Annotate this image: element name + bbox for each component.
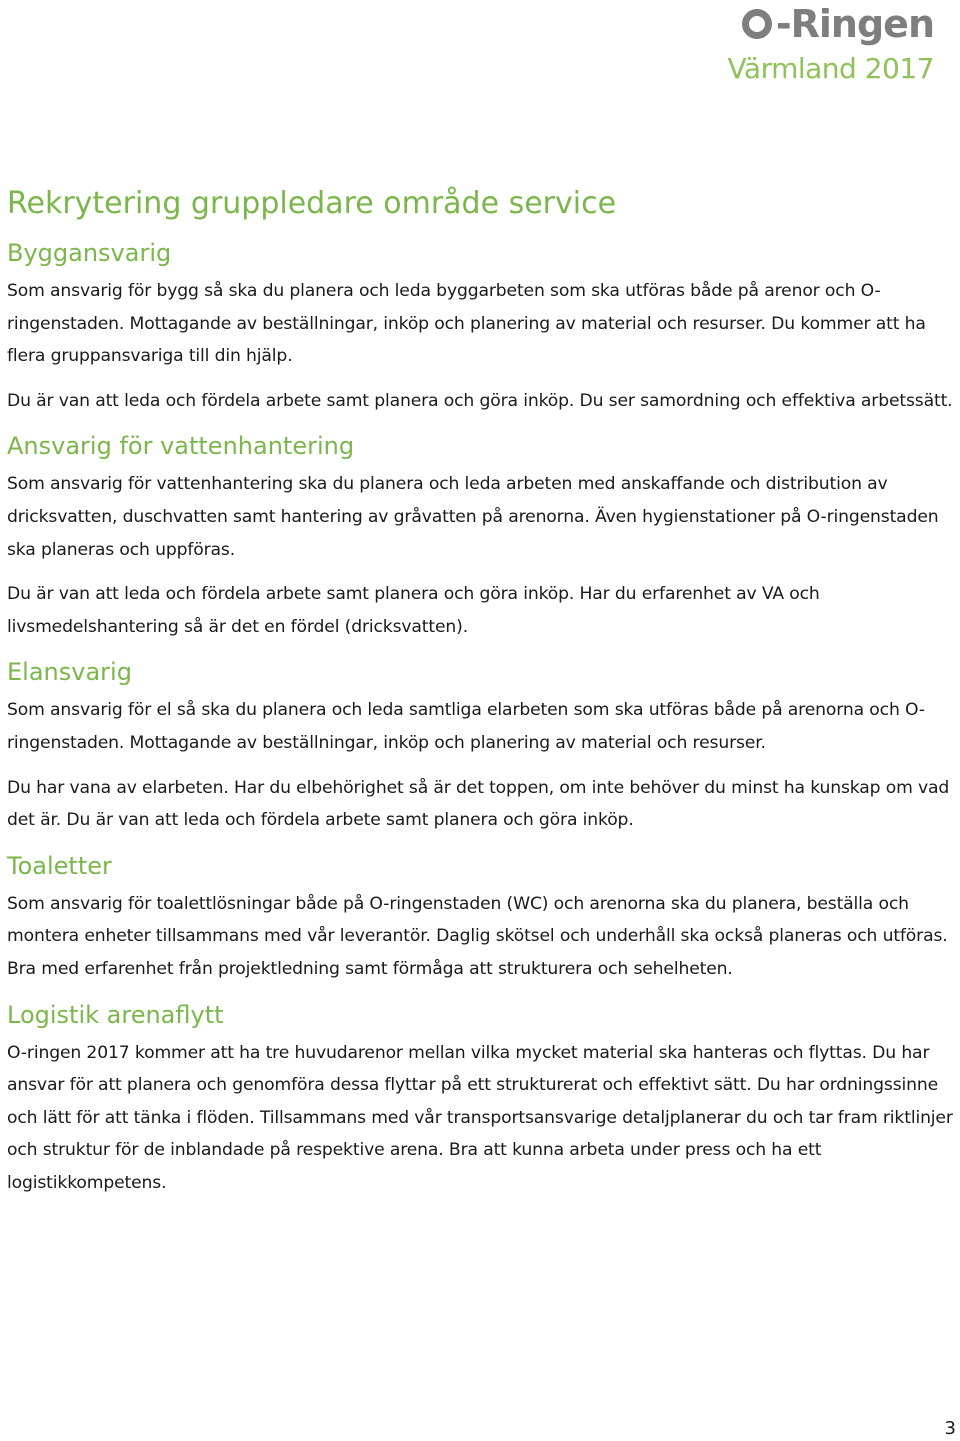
section-paragraph: Du är van att leda och fördela arbete samt planera och göra inköp. Du ser samordning och effektiva arbetssätt. <box>7 390 953 411</box>
document-body <box>7 184 957 1211</box>
page-number: 3 <box>944 1418 956 1439</box>
section-elansvarig <box>7 655 957 836</box>
logo-subtitle: Värmland 2017 <box>727 52 934 85</box>
section-toaletter <box>7 849 957 986</box>
section-vattenhantering <box>7 429 957 643</box>
section-heading: Elansvarig <box>7 658 132 687</box>
section-paragraph: Som ansvarig för bygg så ska du planera och leda byggarbeten som ska utföras både på arenor och O-ringenstaden. Mottagande av beställningar, inköp och planering av material och resurser. Du kommer att ha flera gruppansvariga till din hjälp. <box>7 281 926 367</box>
logo-wordmark <box>742 2 934 46</box>
section-logistik-arenaflytt <box>7 998 957 1200</box>
section-paragraph: Som ansvarig för toalettlösningar både på O-ringenstaden (WC) och arenorna ska du planera, beställa och montera enheter tillsammans med vår leverantör. Daglig skötsel och underhåll ska också planeras och utföras. Bra med erfarenhet från projektledning samt förmåga att strukturera och sehelheten. <box>7 893 948 979</box>
section-heading: Byggansvarig <box>7 239 172 267</box>
logo-name: -Ringen <box>775 2 934 46</box>
section-paragraph: Som ansvarig för el så ska du planera och leda samtliga elarbeten som ska utföras både på arenorna och O-ringenstaden. Mottagande av beställningar, inköp och planering av material och resurser. <box>7 700 925 753</box>
o-ringen-logo <box>724 2 934 88</box>
section-paragraph: Du har vana av elarbeten. Har du elbehörighet så är det toppen, om inte behöver du minst ha kunskap om vad det är. Du är van att leda och fördela arbete samt planera och göra inköp. <box>7 777 950 831</box>
section-heading: Ansvarig för vattenhantering <box>7 432 355 461</box>
section-heading: Logistik arenaflytt <box>7 1000 224 1029</box>
section-heading: Toaletter <box>7 851 112 880</box>
section-paragraph: O-ringen 2017 kommer att ha tre huvudarenor mellan vilka mycket material ska hanteras och flyttas. Du har ansvar för att planera och genomföra dessa flyttar på ett strukturerat och effektivt sätt. Du har ordningssinne och lätt för att tänka i flöden. Tillsammans med vår transportsansvarige detaljplanerar du och tar fram riktlinjer och struktur för de inblandade på respektive arena. Bra att kunna arbeta under press och ha ett logistikkompetens. <box>7 1042 953 1193</box>
logo-ring-icon <box>742 9 772 39</box>
section-paragraph: Du är van att leda och fördela arbete samt planera och göra inköp. Har du erfarenhet av VA och livsmedelshantering så är det en fördel (dricksvatten). <box>7 584 820 637</box>
page-title: Rekrytering gruppledare område service <box>7 186 617 221</box>
section-byggansvarig <box>7 236 957 417</box>
section-paragraph: Som ansvarig för vattenhantering ska du planera och leda arbeten med anskaffande och distribution av dricksvatten, duschvatten samt hantering av gråvatten på arenorna. Även hygienstationer på O-ringenstaden ska planeras och uppföras. <box>7 474 939 560</box>
